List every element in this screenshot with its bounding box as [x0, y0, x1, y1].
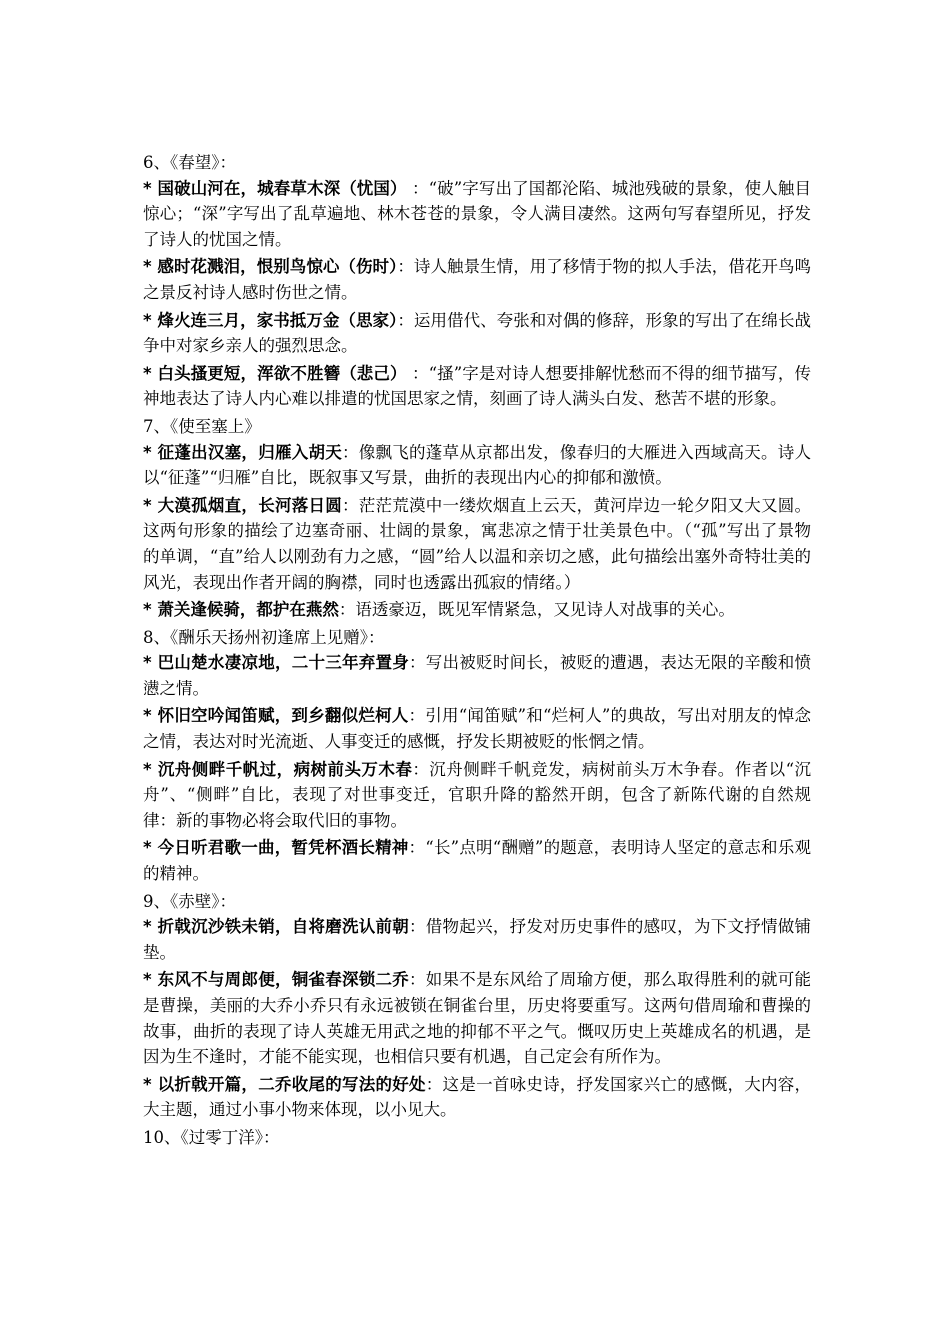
annotation-item	[143, 914, 811, 965]
section-6	[143, 150, 811, 412]
poem-line: * 白头搔更短，浑欲不胜簪（悲己）	[143, 363, 407, 383]
poem-line: * 今日听君歌一曲，暂凭杯酒长精神	[143, 838, 409, 858]
annotation-item	[143, 361, 811, 412]
poem-line: * 萧关逢候骑，都护在燕然	[143, 600, 339, 620]
annotation-text: ：写出被贬时间长，被贬的遭遇，表达无限的辛酸和愤懑之情。	[143, 653, 812, 698]
annotation-text: ：如果不是东风给了周瑜方便，那么取得胜利的就可能是曹操，美丽的大乔小乔只有永远被锁在铜雀台里，历史将要重写。这两句借周瑜和曹操的故事，曲折的表现了诗人英雄无用武之地的抑郁不平之气。慨叹历史上英雄成名的机遇，是因为生不逢时，才能不能实现，也相信只要有机遇，自己定会有所作为。	[143, 970, 812, 1067]
annotation-item	[143, 308, 811, 359]
annotation-item	[143, 1072, 811, 1123]
poem-line: * 折戟沉沙铁未销，自将磨洗认前朝	[143, 917, 410, 937]
poem-line: * 大漠孤烟直，长河落日圆	[143, 495, 342, 515]
poem-line: * 感时花溅泪，恨别鸟惊心（伤时）	[143, 257, 398, 277]
document-page	[143, 150, 811, 1151]
section-7	[143, 414, 811, 623]
poem-line: * 东风不与周郎便，铜雀春深锁二乔	[143, 970, 410, 990]
poem-line: * 怀旧空吟闻笛赋，到乡翻似烂柯人	[143, 706, 409, 726]
section-heading: 8、《酬乐天扬州初逢席上见赠》：	[143, 627, 385, 647]
annotation-text: ：“破”字写出了国都沦陷、城池残破的景象，使人触目惊心；“深”字写出了乱草遍地、林木苍苍的景象，令人满目凄然。这两句写春望所见，抒发了诗人的忧国之情。	[143, 178, 812, 249]
section-heading: 9、《赤壁》：	[143, 891, 236, 911]
annotation-text: ：语透豪迈，既见军情紧急，又见诗人对战事的关心。	[338, 600, 735, 620]
annotation-text: ：“长”点明“酬赠”的题意，表明诗人坚定的意志和乐观的精神。	[143, 838, 812, 884]
annotation-item	[143, 597, 811, 623]
poem-line: * 巴山楚水凄凉地，二十三年弃置身	[143, 653, 410, 673]
annotation-item	[143, 440, 811, 491]
annotation-text: ：运用借代、夸张和对偶的修辞，形象的写出了在绵长战争中对家乡亲人的强烈思念。	[143, 310, 811, 356]
annotation-item	[143, 650, 811, 701]
annotation-text: ：借物起兴，抒发对历史事件的感叹，为下文抒情做铺垫。	[143, 917, 812, 962]
annotation-item	[143, 757, 811, 834]
annotation-item	[143, 703, 811, 754]
section-heading: 6、《春望》：	[143, 153, 236, 172]
annotation-text: ：沉舟侧畔千帆竞发，病树前头万木争春。作者以“沉舟”、“侧畔”自比，表现了对世事变迁，官职升降的豁然开朗，包含了新陈代谢的自然规律：新的事物必将会取代旧的事物。	[143, 759, 812, 830]
annotation-item	[143, 967, 811, 1069]
poem-line: * 国破山河在，城春草木深（忧国）	[143, 178, 407, 198]
section-8	[143, 625, 811, 887]
section-9	[143, 889, 811, 1123]
annotation-text: ：像飘飞的蓬草从京都出发，像春归的大雁进入西域高天。诗人以“征蓬”“归雁”自比，既叙事又写景，曲折的表现出内心的抑郁和激愤。	[143, 442, 812, 488]
section-heading: 7、《使至塞上》	[143, 416, 261, 436]
poem-line: * 烽火连三月，家书抵万金（思家）	[143, 310, 398, 330]
annotation-text: ：这是一首咏史诗，抒发国家兴亡的感慨，大内容，大主题，通过小事小物来体现，以小见大。	[143, 1074, 812, 1120]
annotation-item	[143, 254, 811, 305]
poem-line: * 以折戟开篇，二乔收尾的写法的好处	[143, 1074, 426, 1094]
annotation-text: ：茫茫荒漠中一缕炊烟直上云天，黄河岸边一轮夕阳又大又圆。这两句形象的描绘了边塞奇丽、壮阔的景象，寓悲凉之情于壮美景色中。（“孤”写出了景物的单调，“直”给人以刚劲有力之感，“圆”给人以温和亲切之感，此句描绘出塞外奇特壮美的风光，表现出作者开阔的胸襟，同时也透露出孤寂的情绪。）	[143, 495, 812, 592]
poem-line: * 沉舟侧畔千帆过，病树前头万木春	[143, 759, 413, 779]
annotation-item	[143, 493, 811, 595]
annotation-text: ：引用“闻笛赋”和“烂柯人”的典故，写出对朋友的悼念之情，表达对时光流逝、人事变迁的感慨，抒发长期被贬的怅惘之情。	[143, 706, 812, 752]
annotation-text: ：“搔”字是对诗人想要排解忧愁而不得的细节描写，传神地表达了诗人内心难以排遣的忧国思家之情，刻画了诗人满头白发、愁苦不堪的形象。	[143, 363, 812, 409]
annotation-item	[143, 176, 811, 253]
annotation-item	[143, 835, 811, 886]
section-10	[143, 1125, 811, 1151]
section-heading: 10、《过零丁洋》：	[143, 1127, 280, 1147]
poem-line: * 征蓬出汉塞，归雁入胡天	[143, 442, 342, 462]
annotation-text: ：诗人触景生情，用了移情于物的拟人手法，借花开鸟鸣之景反衬诗人感时伤世之情。	[143, 257, 811, 302]
